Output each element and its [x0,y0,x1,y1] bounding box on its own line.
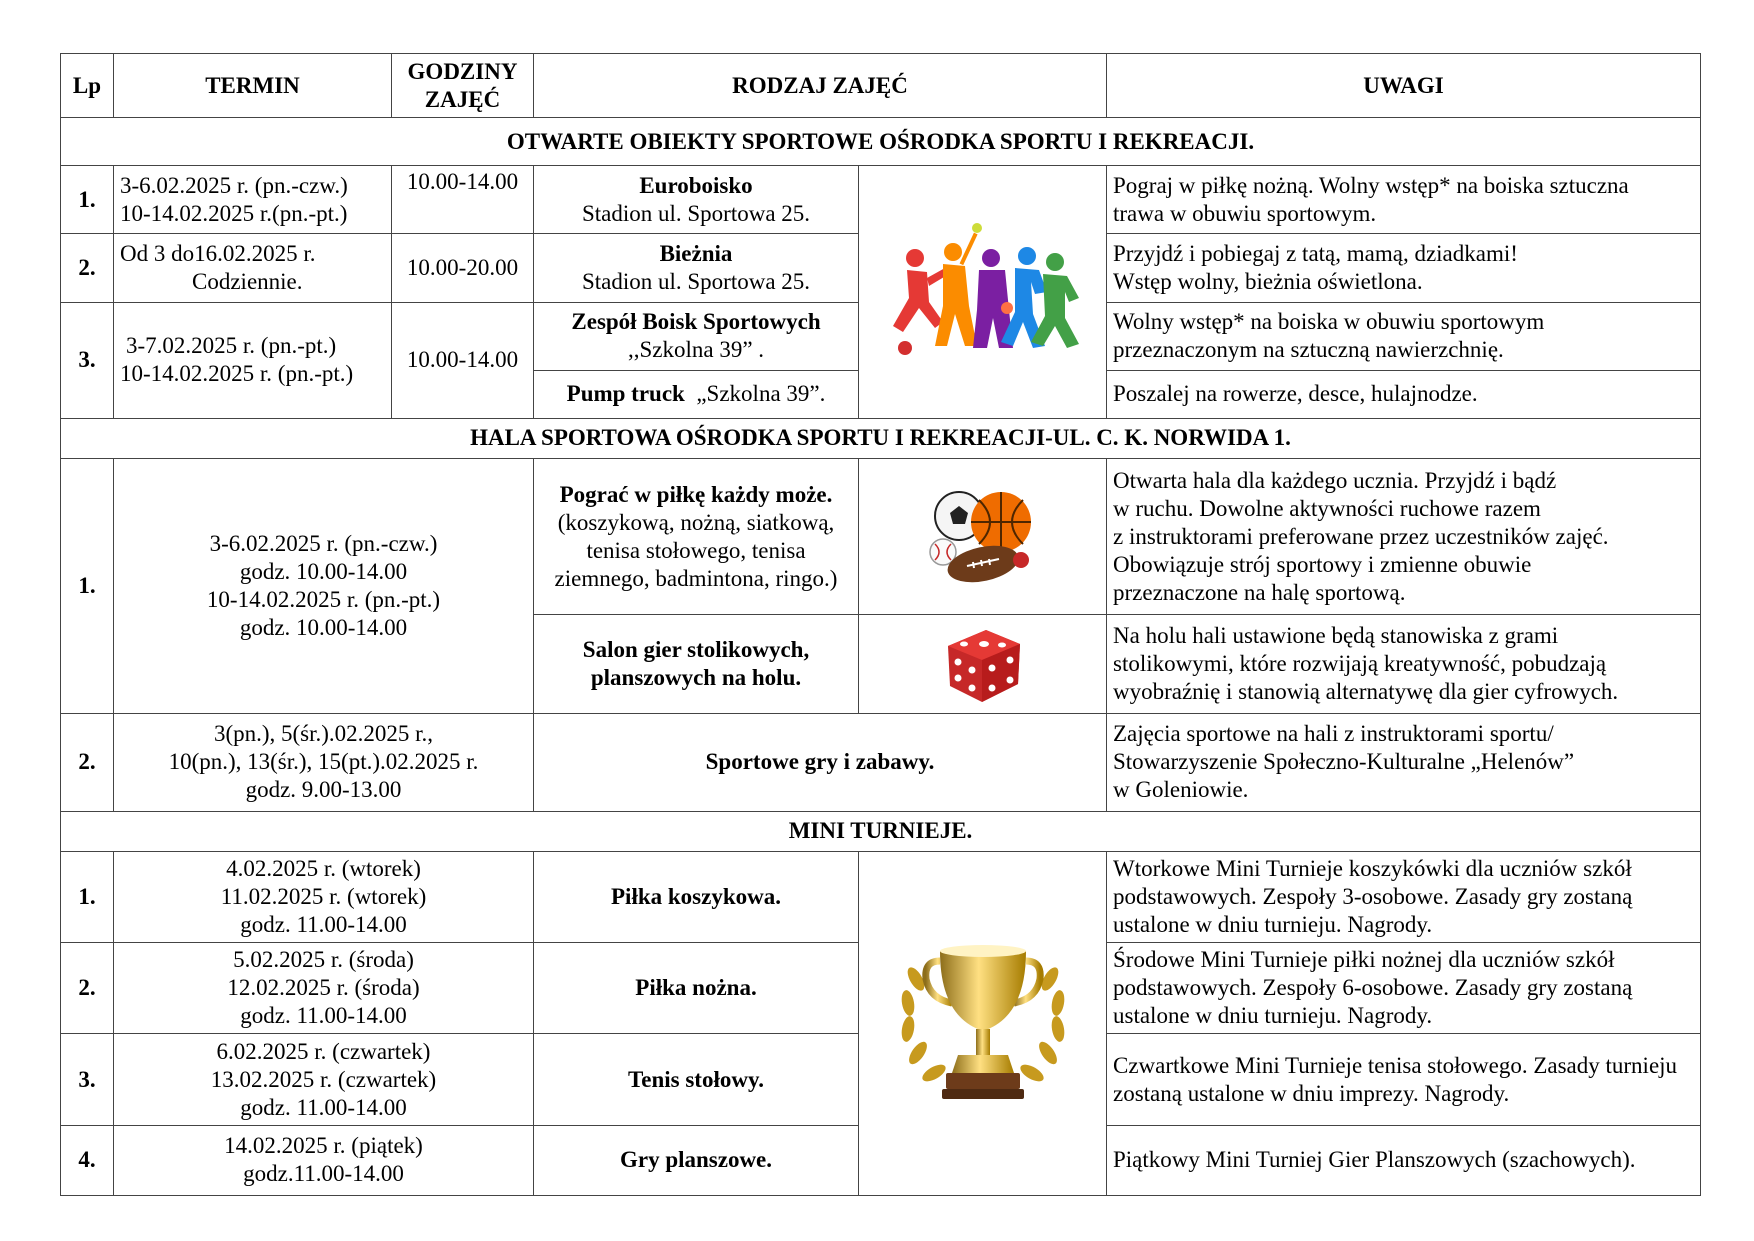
row-termin [114,713,534,811]
termin-line: 10(pn.), 13(śr.), 15(pt.).02.2025 r. [168,749,479,775]
termin-line: 3-6.02.2025 r. (pn.-czw.) [120,172,348,198]
termin-line: 12.02.2025 r. (środa) [227,975,420,1001]
rodzaj-title: Zespół Boisk Sportowych [571,309,821,335]
uwagi-line: ustalone w dniu turnieju. Nagrody. [1113,1003,1433,1029]
row-uwagi: Piątkowy Mini Turniej Gier Planszowych (szachowych). [1107,1125,1701,1195]
row-termin [114,1034,534,1125]
termin-line: 3-7.02.2025 r. (pn.-pt.) [126,333,337,359]
row-godziny: 10.00-14.00 [392,302,534,418]
uwagi-line: w Goleniowie. [1113,777,1249,803]
uwagi-line: zostaną ustalone w dniu imprezy. Nagrody. [1113,1080,1510,1106]
section-title-open-facilities: OTWARTE OBIEKTY SPORTOWE OŚRODKA SPORTU I REKREACJI. [61,118,1701,166]
uwagi-line: podstawowych. Zespoły 6-osobowe. Zasady gry zostaną [1113,975,1633,1001]
row-lp: 4. [61,1125,114,1195]
uwagi-line: Środowe Mini Turnieje piłki nożnej dla uczniów szkół [1113,947,1615,973]
uwagi-line: wyobraźnię i stanowią alternatywę dla gier cyfrowych. [1113,679,1619,705]
row-lp: 1. [61,852,114,943]
row-uwagi [1107,943,1701,1034]
termin-line: godz. 11.00-14.00 [240,912,407,938]
row-termin [114,1125,534,1195]
rodzaj-text: ,,Szkolna 39” . [627,337,765,363]
row-godziny: 10.00-20.00 [392,234,534,302]
uwagi-line: trawa w obuwiu sportowym. [1113,200,1377,226]
row-rodzaj [534,234,859,302]
header-termin: TERMIN [114,54,392,118]
header-godziny [392,54,534,118]
row-rodzaj [534,615,859,713]
header-lp: Lp [61,54,114,118]
row-termin [114,302,392,418]
uwagi-line: z instruktorami preferowane przez uczestników zajęć. [1113,523,1609,549]
row-termin [114,852,534,943]
termin-line: godz. 10.00-14.00 [239,614,408,640]
termin-line: godz.11.00-14.00 [243,1161,404,1187]
table-row [61,852,1701,943]
row-uwagi: Poszalej na rowerze, desce, hulajnodze. [1107,370,1701,418]
rodzaj-text: (koszykową, nożną, siatkową, [557,509,835,535]
uwagi-line: ustalone w dniu turnieju. Nagrody. [1113,912,1433,938]
uwagi-line: Przyjdź i pobiegaj z tatą, mamą, dziadkami! [1113,241,1518,267]
row-rodzaj [534,370,859,418]
termin-line: godz. 9.00-13.00 [245,777,402,803]
termin-line: Od 3 do16.02.2025 r. [120,241,316,267]
row-lp: 1. [61,459,114,714]
termin-line: godz. 11.00-14.00 [240,1094,407,1120]
row-uwagi [1107,713,1701,811]
row-godziny: 10.00-14.00 [392,166,534,234]
uwagi-line: Wolny wstęp* na boiska w obuwiu sportowym [1113,309,1545,335]
header-godziny-line1: GODZINY [407,58,518,84]
uwagi-line: Wtorkowe Mini Turnieje koszykówki dla uczniów szkół [1113,856,1632,882]
rodzaj-title: Pump truck [566,381,685,407]
uwagi-line: Obowiązuje strój sportowy i zmienne obuwie [1113,551,1532,577]
termin-line: godz. 11.00-14.00 [240,1003,407,1029]
row-uwagi [1107,459,1701,615]
row-lp: 3. [61,302,114,418]
rodzaj-title: Salon gier stolikowych, [582,637,810,663]
termin-line: 4.02.2025 r. (wtorek) [226,856,421,882]
termin-line: Codziennie. [192,269,303,295]
row-uwagi [1107,234,1701,302]
uwagi-line: Zajęcia sportowe na hali z instruktorami sportu/ [1113,721,1554,747]
row-uwagi [1107,852,1701,943]
header-uwagi: UWAGI [1107,54,1701,118]
dice-image-cell [859,615,1107,713]
row-rodzaj [534,302,859,370]
row-rodzaj [534,459,859,615]
rodzaj-text: ziemnego, badmintona, ringo.) [554,565,838,591]
termin-line: 5.02.2025 r. (środa) [233,947,414,973]
row-lp: 2. [61,234,114,302]
rodzaj-text: Stadion ul. Sportowa 25. [581,200,811,226]
row-rodzaj: Piłka nożna. [534,943,859,1034]
row-rodzaj: Gry planszowe. [534,1125,859,1195]
row-termin [114,166,392,234]
row-uwagi [1107,302,1701,370]
row-rodzaj: Tenis stołowy. [534,1034,859,1125]
termin-line: 10-14.02.2025 r. (pn.-pt.) [120,361,354,387]
rodzaj-title: Euroboisko [639,172,753,198]
header-godziny-line2: ZAJĘĆ [424,86,501,112]
trophy-image-cell [859,852,1107,1196]
uwagi-line: Pograj w piłkę nożną. Wolny wstęp* na boiska sztuczna [1113,172,1629,198]
row-lp: 2. [61,943,114,1034]
termin-line: 14.02.2025 r. (piątek) [224,1133,423,1159]
uwagi-line: Wstęp wolny, bieżnia oświetlona. [1113,269,1423,295]
uwagi-line: w ruchu. Dowolne aktywności ruchowe razem [1113,495,1541,521]
section-title-mini-tournaments: MINI TURNIEJE. [61,811,1701,851]
row-termin [114,459,534,714]
row-termin [114,943,534,1034]
row-termin [114,234,392,302]
rodzaj-title: planszowych na holu. [590,665,802,691]
uwagi-line: Na holu hali ustawione będą stanowiska z grami [1113,623,1559,649]
row-uwagi [1107,615,1701,713]
section-title-sports-hall: HALA SPORTOWA OŚRODKA SPORTU I REKREACJI-UL. C. K. NORWIDA 1. [61,418,1701,458]
termin-line: 10-14.02.2025 r.(pn.-pt.) [120,200,348,226]
red-dice-icon [938,622,1028,706]
athletes-silhouette-icon [883,222,1083,362]
row-uwagi [1107,166,1701,234]
athletes-image-cell [859,166,1107,419]
schedule-table [60,53,1701,1196]
uwagi-line: stolikowymi, które rozwijają kreatywność, pobudzają [1113,651,1607,677]
table-row [61,166,1701,234]
uwagi-line: Czwartkowe Mini Turnieje tenisa stołowego. Zasady turnieju [1113,1052,1678,1078]
termin-line: 11.02.2025 r. (wtorek) [220,884,427,910]
rodzaj-text: „Szkolna 39”. [696,381,826,407]
row-lp: 1. [61,166,114,234]
termin-line: 3-6.02.2025 r. (pn.-czw.) [209,530,438,556]
sports-balls-icon [923,482,1043,592]
row-rodzaj: Piłka koszykowa. [534,852,859,943]
uwagi-line: Stowarzyszenie Społeczno-Kulturalne „Helenów” [1113,749,1575,775]
gold-trophy-icon [888,939,1078,1109]
uwagi-line: przeznaczonym na sztuczną nawierzchnię. [1113,337,1504,363]
uwagi-line: Otwarta hala dla każdego ucznia. Przyjdź i bądź [1113,467,1557,493]
termin-line: 13.02.2025 r. (czwartek) [210,1066,437,1092]
row-rodzaj [534,166,859,234]
rodzaj-text: Stadion ul. Sportowa 25. [581,269,811,295]
termin-line: 10-14.02.2025 r. (pn.-pt.) [206,586,441,612]
row-lp: 2. [61,713,114,811]
row-lp: 3. [61,1034,114,1125]
termin-line: 6.02.2025 r. (czwartek) [216,1038,431,1064]
rodzaj-title: Pograć w piłkę każdy może. [559,481,833,507]
header-row [61,54,1701,118]
header-rodzaj: RODZAJ ZAJĘĆ [534,54,1107,118]
termin-line: 3(pn.), 5(śr.).02.2025 r., [213,721,434,747]
table-row [61,713,1701,811]
uwagi-line: podstawowych. Zespoły 3-osobowe. Zasady gry zostaną [1113,884,1633,910]
rodzaj-text: tenisa stołowego, tenisa [586,537,806,563]
rodzaj-title: Bieżnia [659,241,733,267]
balls-image-cell [859,459,1107,615]
row-rodzaj: Sportowe gry i zabawy. [534,713,1107,811]
row-uwagi [1107,1034,1701,1125]
table-row [61,459,1701,615]
termin-line: godz. 10.00-14.00 [239,558,408,584]
uwagi-line: przeznaczone na halę sportową. [1113,579,1406,605]
